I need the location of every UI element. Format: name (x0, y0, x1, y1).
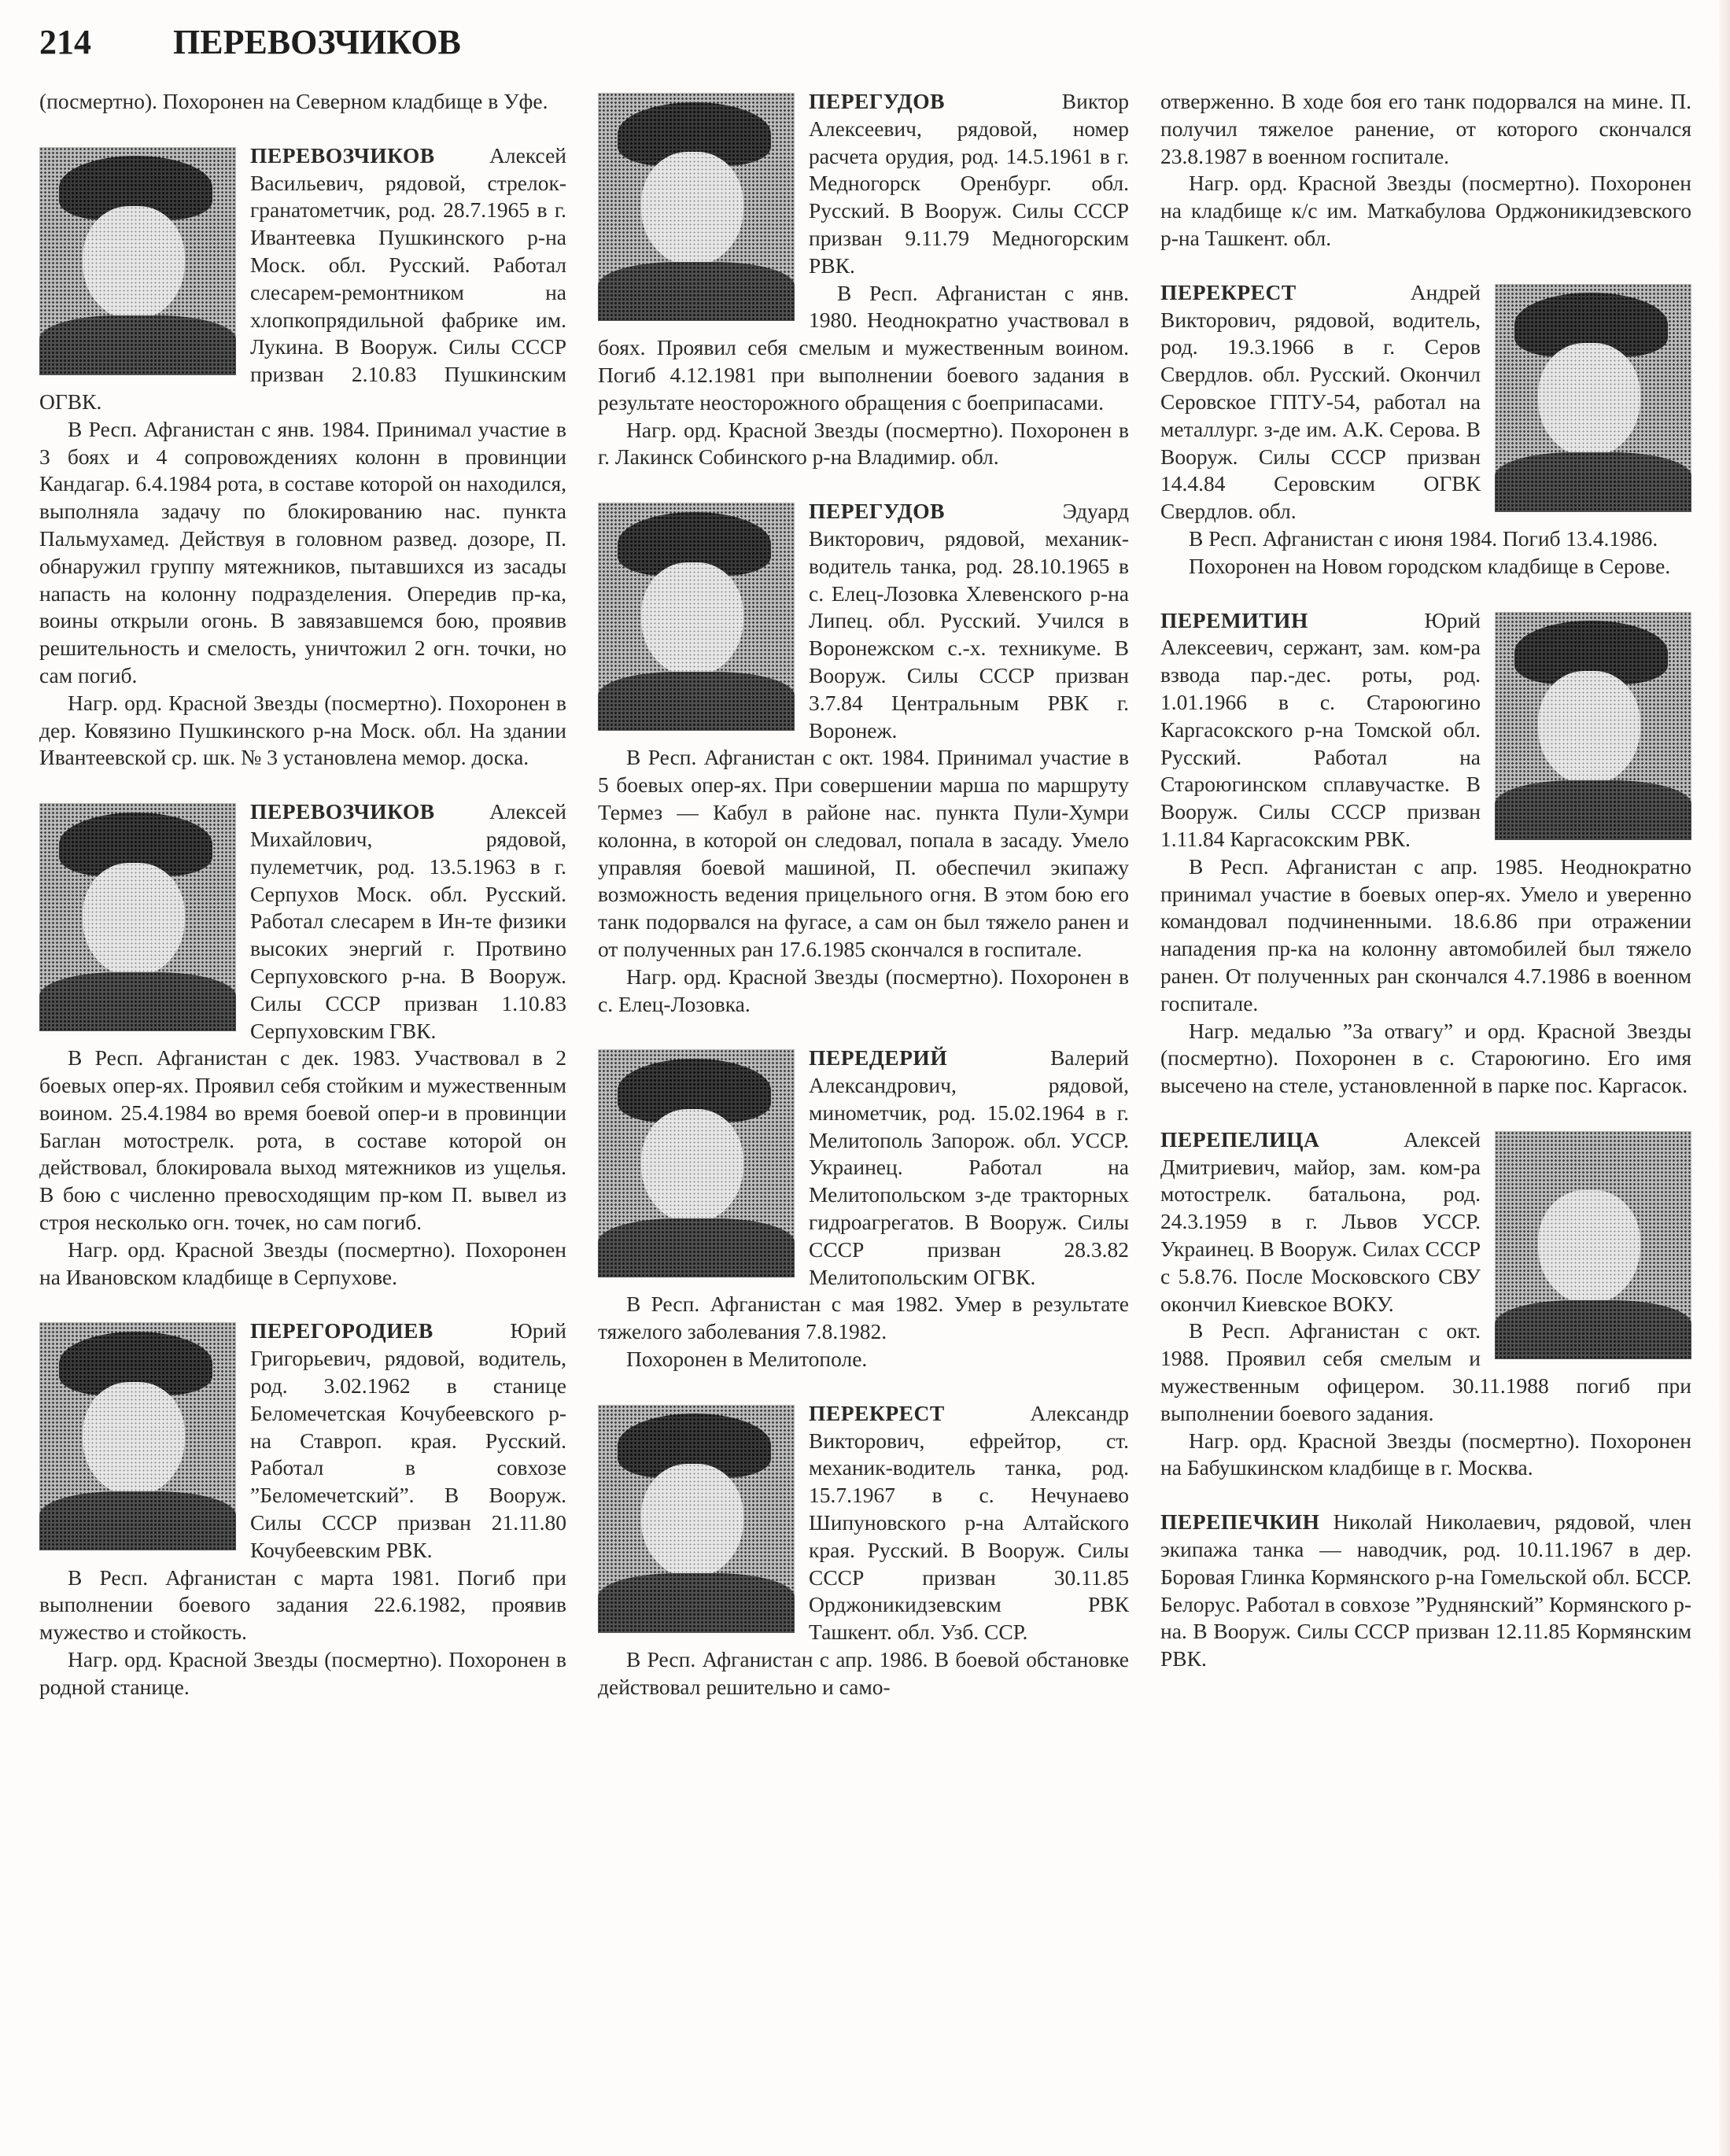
page-header (39, 22, 461, 69)
entry-burial: Нагр. медалью ”За отвагу” и орд. Красной Звезды (посмертно). Похоронен в с. Староюгино. Его имя высечено на стеле, установленной в парке пос. Каргасок. (1160, 1018, 1691, 1098)
entry-continuation (39, 88, 566, 116)
entry-bio: Алексей Васильевич, рядовой, стрелок-гранатометчик, род. 28.7.1965 в г. Ивантеевка Пушкинского р-на Моск. обл. Русский. Работал слесарем-ремонтником на хлопкопрядильной фабрике им. Лукина. В Вооруж. Силы СССР призван 2.10.83 Пушкинским ОГВК. (39, 142, 566, 414)
entry-surname: ПЕРЕВОЗЧИКОВ (250, 799, 435, 824)
portrait-photo (598, 93, 795, 321)
continuation-text: (посмертно). Похоронен на Северном кладбище в Уфе. (39, 89, 548, 113)
column-middle (598, 88, 1129, 1728)
entry-surname: ПЕРЕГУДОВ (809, 499, 945, 524)
entry-service: В Респ. Афганистан с янв. 1984. Принимал участие в 3 боях и 4 сопровождениях колонн в провинции Кандагар. 6.4.1984 рота, в составе которой он находился, выполняла задачу по блокированию нас. пункта Пальмухамед. Действуя в головном развед. дозоре, П. обнаружил группу мятежников, пытавшихся из засады напасть на колонну подразделения. Опередив пр-ка, воины открыли огонь. В завязавшемся бою, проявив решительность и смелость, уничтожил 2 огн. точки, но сам погиб. (39, 416, 566, 687)
portrait-photo (1495, 284, 1691, 512)
entry-bio: Алексей Михайлович, рядовой, пулеметчик, род. 13.5.1963 в г. Серпухов Моск. обл. Русский. Работал слесарем в Ин-те физики высоких энергий г. Протвино Серпуховского р-на. В Вооруж. Силы СССР призван 1.10.83 Серпуховским ГВК. (250, 799, 566, 1043)
running-head: ПЕРЕВОЗЧИКОВ (173, 23, 461, 61)
column-right (1160, 88, 1691, 1700)
entry-perepelitsa (1160, 1126, 1691, 1482)
entry-perederiy (598, 1045, 1129, 1373)
portrait-photo (598, 503, 795, 731)
entry-service: В Респ. Афганистан с окт. 1988. Проявил себя смелым и мужественным офицером. 30.11.1988 погиб при выполнении боевого задания. (1160, 1318, 1691, 1425)
continuation-text: отверженно. В ходе боя его танк подорвался на мине. П. получил тяжелое ранение, от которого скончался 23.8.1987 в военном госпитале. (1160, 89, 1691, 168)
entry-service: В Респ. Афганистан с янв. 1980. Неоднократно участвовал в боях. Проявил себя смелым и мужественным воином. Погиб 4.12.1981 при выполнении боевого задания в результате неосторожного обращения с боеприпасами. (598, 280, 1129, 415)
continuation-burial: Нагр. орд. Красной Звезды (посмертно). Похоронен на кладбище к/с им. Маткабулова Орджоникидзевского р-на Ташкент. обл. (1160, 171, 1691, 250)
entry-service: В Респ. Афганистан с дек. 1983. Участвовал в 2 боевых опер-ях. Проявил себя стойким и мужественным воином. 25.4.1984 во время боевой опер-и в провинции Баглан мотострелк. рота, в составе которой он действовал, блокировала выход мятежников из ущелья. В бою с численно превосходящим пр-ком П. вывел из строя несколько огн. точек, но сам погиб. (39, 1045, 566, 1235)
page-number: 214 (39, 23, 91, 61)
entry-bio: Андрей Викторович, рядовой, водитель, род. 19.3.1966 в г. Серов Свердлов. обл. Русский. Окончил Серовское ГПТУ-54, работал на металлург. з-де им. А.К. Серова. В Вооруж. Силы СССР призван 14.4.84 Серовским ОГВК Свердлов. обл. (1160, 279, 1481, 524)
entry-burial: Нагр. орд. Красной Звезды (посмертно). Похоронен в с. Елец-Лозовка. (598, 964, 1129, 1016)
entry-burial: Похоронен на Новом городском кладбище в Серове. (1189, 553, 1671, 578)
entry-surname: ПЕРЕГУДОВ (809, 89, 945, 113)
entry-bio: Виктор Алексеевич, рядовой, номер расчета орудия, род. 14.5.1961 в г. Медногорск Оренбург. обл. Русский. В Вооруж. Силы СССР призван 9.11.79 Медногорским РВК. (809, 89, 1129, 278)
column-left (39, 88, 566, 1728)
entry-surname: ПЕРЕКРЕСТ (809, 1400, 945, 1425)
portrait-photo (598, 1049, 795, 1277)
entry-service: В Респ. Афганистан с июня 1984. Погиб 13.4.1986. (1189, 525, 1658, 551)
entry-perekrest-andrey (1160, 279, 1691, 580)
entry-service: В Респ. Афганистан с окт. 1984. Принимал участие в 5 боевых опер-ях. При совершении марша по маршруту Термез — Кабул в районе нас. пункта Пули-Хумри колонна, в которой он следовал, попала в засаду. Умело управляя боевой машиной, П. обеспечил экипажу возможность ведения прицельного огня. В этом бою его танк подорвался на фугасе, а сам он был тяжело ранен и от полученных ран 17.6.1985 скончался в госпитале. (598, 745, 1129, 961)
entry-surname: ПЕРЕПЕЛИЦА (1160, 1126, 1320, 1152)
entry-perekrest-av (598, 1400, 1129, 1701)
entry-perevozchikov-am (39, 798, 566, 1291)
entry-bio: Эдуард Викторович, рядовой, механик-водитель танка, род. 28.10.1965 в с. Елец-Лозовка Хлевенского р-на Липец. обл. Русский. Учился в Воронежском с.-х. техникуме. В Вооруж. Силы СССР призван 3.7.84 Центральным РВК г. Воронеж. (809, 499, 1129, 743)
entry-surname: ПЕРЕКРЕСТ (1160, 279, 1297, 304)
entry-service: В Респ. Афганистан с марта 1981. Погиб при выполнении боевого задания 22.6.1982, проявив мужество и стойкость. (39, 1564, 566, 1645)
entry-surname: ПЕРЕДЕРИЙ (809, 1045, 948, 1071)
entry-bio: Валерий Александрович, рядовой, минометчик, род. 15.02.1964 в г. Мелитополь Запорож. обл. УССР. Украинец. Работал на Мелитопольском з-де тракторных гидроагрегатов. В Вооруж. Силы СССР призван 28.3.82 Мелитопольским ОГВК. (809, 1045, 1129, 1289)
entry-peregudov-va (598, 88, 1129, 471)
portrait-photo (39, 1322, 236, 1550)
entry-service: В Респ. Афганистан с апр. 1985. Неоднократно принимал участие в боевых опер-ях. Умело и уверенно командовал подчиненными. 18.6.86 при отражении нападения пр-ка на колонну автомобилей был тяжело ранен. От полученных ран скончался 4.7.1986 в военном госпитале. (1160, 853, 1691, 1015)
entry-surname: ПЕРЕМИТИН (1160, 607, 1308, 632)
portrait-photo (1495, 612, 1691, 840)
entry-surname: ПЕРЕВОЗЧИКОВ (250, 142, 435, 168)
entry-service: В Респ. Афганистан с мая 1982. Умер в результате тяжелого заболевания 7.8.1982. (598, 1292, 1129, 1344)
entry-burial: Похоронен в Мелитополе. (626, 1347, 868, 1372)
page-edge-shadow (1719, 0, 1730, 2156)
entry-burial: Нагр. орд. Красной Звезды (посмертно). Похоронен на Бабушкинском кладбище в г. Москва. (1160, 1428, 1691, 1480)
entry-service: В Респ. Афганистан с апр. 1986. В боевой обстановке действовал решительно и само- (598, 1647, 1129, 1699)
entry-bio: Александр Викторович, ефрейтор, ст. механик-водитель танка, род. 15.7.1967 в с. Нечунаево Шипуновского р-на Алтайского края. Русский. В Вооруж. Силы СССР призван 30.11.85 Орджоникидзевским РВК Ташкент. обл. Узб. ССР. (809, 1400, 1129, 1645)
entry-burial: Нагр. орд. Красной Звезды (посмертно). Похоронен на Ивановском кладбище в Серпухове. (39, 1236, 566, 1289)
entry-bio: Алексей Дмитриевич, майор, зам. ком-ра мотострелк. батальона, род. 24.3.1959 в г. Львов УССР. Украинец. В Вооруж. Силах СССР с 5.8.76. После Московского СВУ окончил Киевское ВОКУ. (1160, 1126, 1481, 1316)
entry-burial: Нагр. орд. Красной Звезды (посмертно). Похоронен в дер. Ковязино Пушкинского р-на Моск. обл. На здании Ивантеевской ср. шк. № 3 установлена мемор. доска. (39, 690, 566, 770)
entry-burial: Нагр. орд. Красной Звезды (посмертно). Похоронен в родной станице. (39, 1647, 566, 1699)
entry-continuation (1160, 88, 1691, 252)
entry-perepechkin (1160, 1509, 1691, 1673)
portrait-photo (39, 147, 236, 375)
entry-perevozchikov-av (39, 142, 566, 772)
entry-bio: Юрий Алексеевич, сержант, зам. ком-ра взвода пар.-дес. роты, род. 1.01.1966 в с. Староюгино Каргасокского р-на Томской обл. Русский. Работал на Староюгинском сплавучастке. В Вооруж. Силы СССР призван 1.11.84 Каргасокским РВК. (1160, 607, 1481, 851)
portrait-photo (598, 1405, 795, 1633)
entry-peregudov-ev (598, 498, 1129, 1018)
portrait-photo (39, 803, 236, 1031)
entry-burial: Нагр. орд. Красной Звезды (посмертно). Похоронен в г. Лакинск Собинского р-на Владимир. обл. (598, 417, 1129, 470)
portrait-photo (1495, 1131, 1691, 1359)
entry-peregorodiev (39, 1318, 566, 1701)
entry-surname: ПЕРЕГОРОДИЕВ (250, 1318, 433, 1343)
entry-surname: ПЕРЕПЕЧКИН (1160, 1509, 1320, 1535)
entry-bio: Николай Николаевич, рядовой, член экипажа танка — наводчик, род. 10.11.1967 в дер. Боровая Глинка Кормянского р-на Гомельской обл. БССР. Белорус. Работал в совхозе ”Руднянский” Кормянского р-на. В Вооруж. Силы СССР призван 12.11.85 Кормянским РВК. (1160, 1509, 1691, 1671)
entry-peremitin (1160, 607, 1691, 1100)
entry-bio: Юрий Григорьевич, рядовой, водитель, род. 3.02.1962 в станице Беломечетская Кочубеевского р-на Ставроп. края. Русский. Работал в совхозе ”Беломечетский”. В Вооруж. Силы СССР призван 21.11.80 Кочубеевским РВК. (250, 1318, 566, 1562)
